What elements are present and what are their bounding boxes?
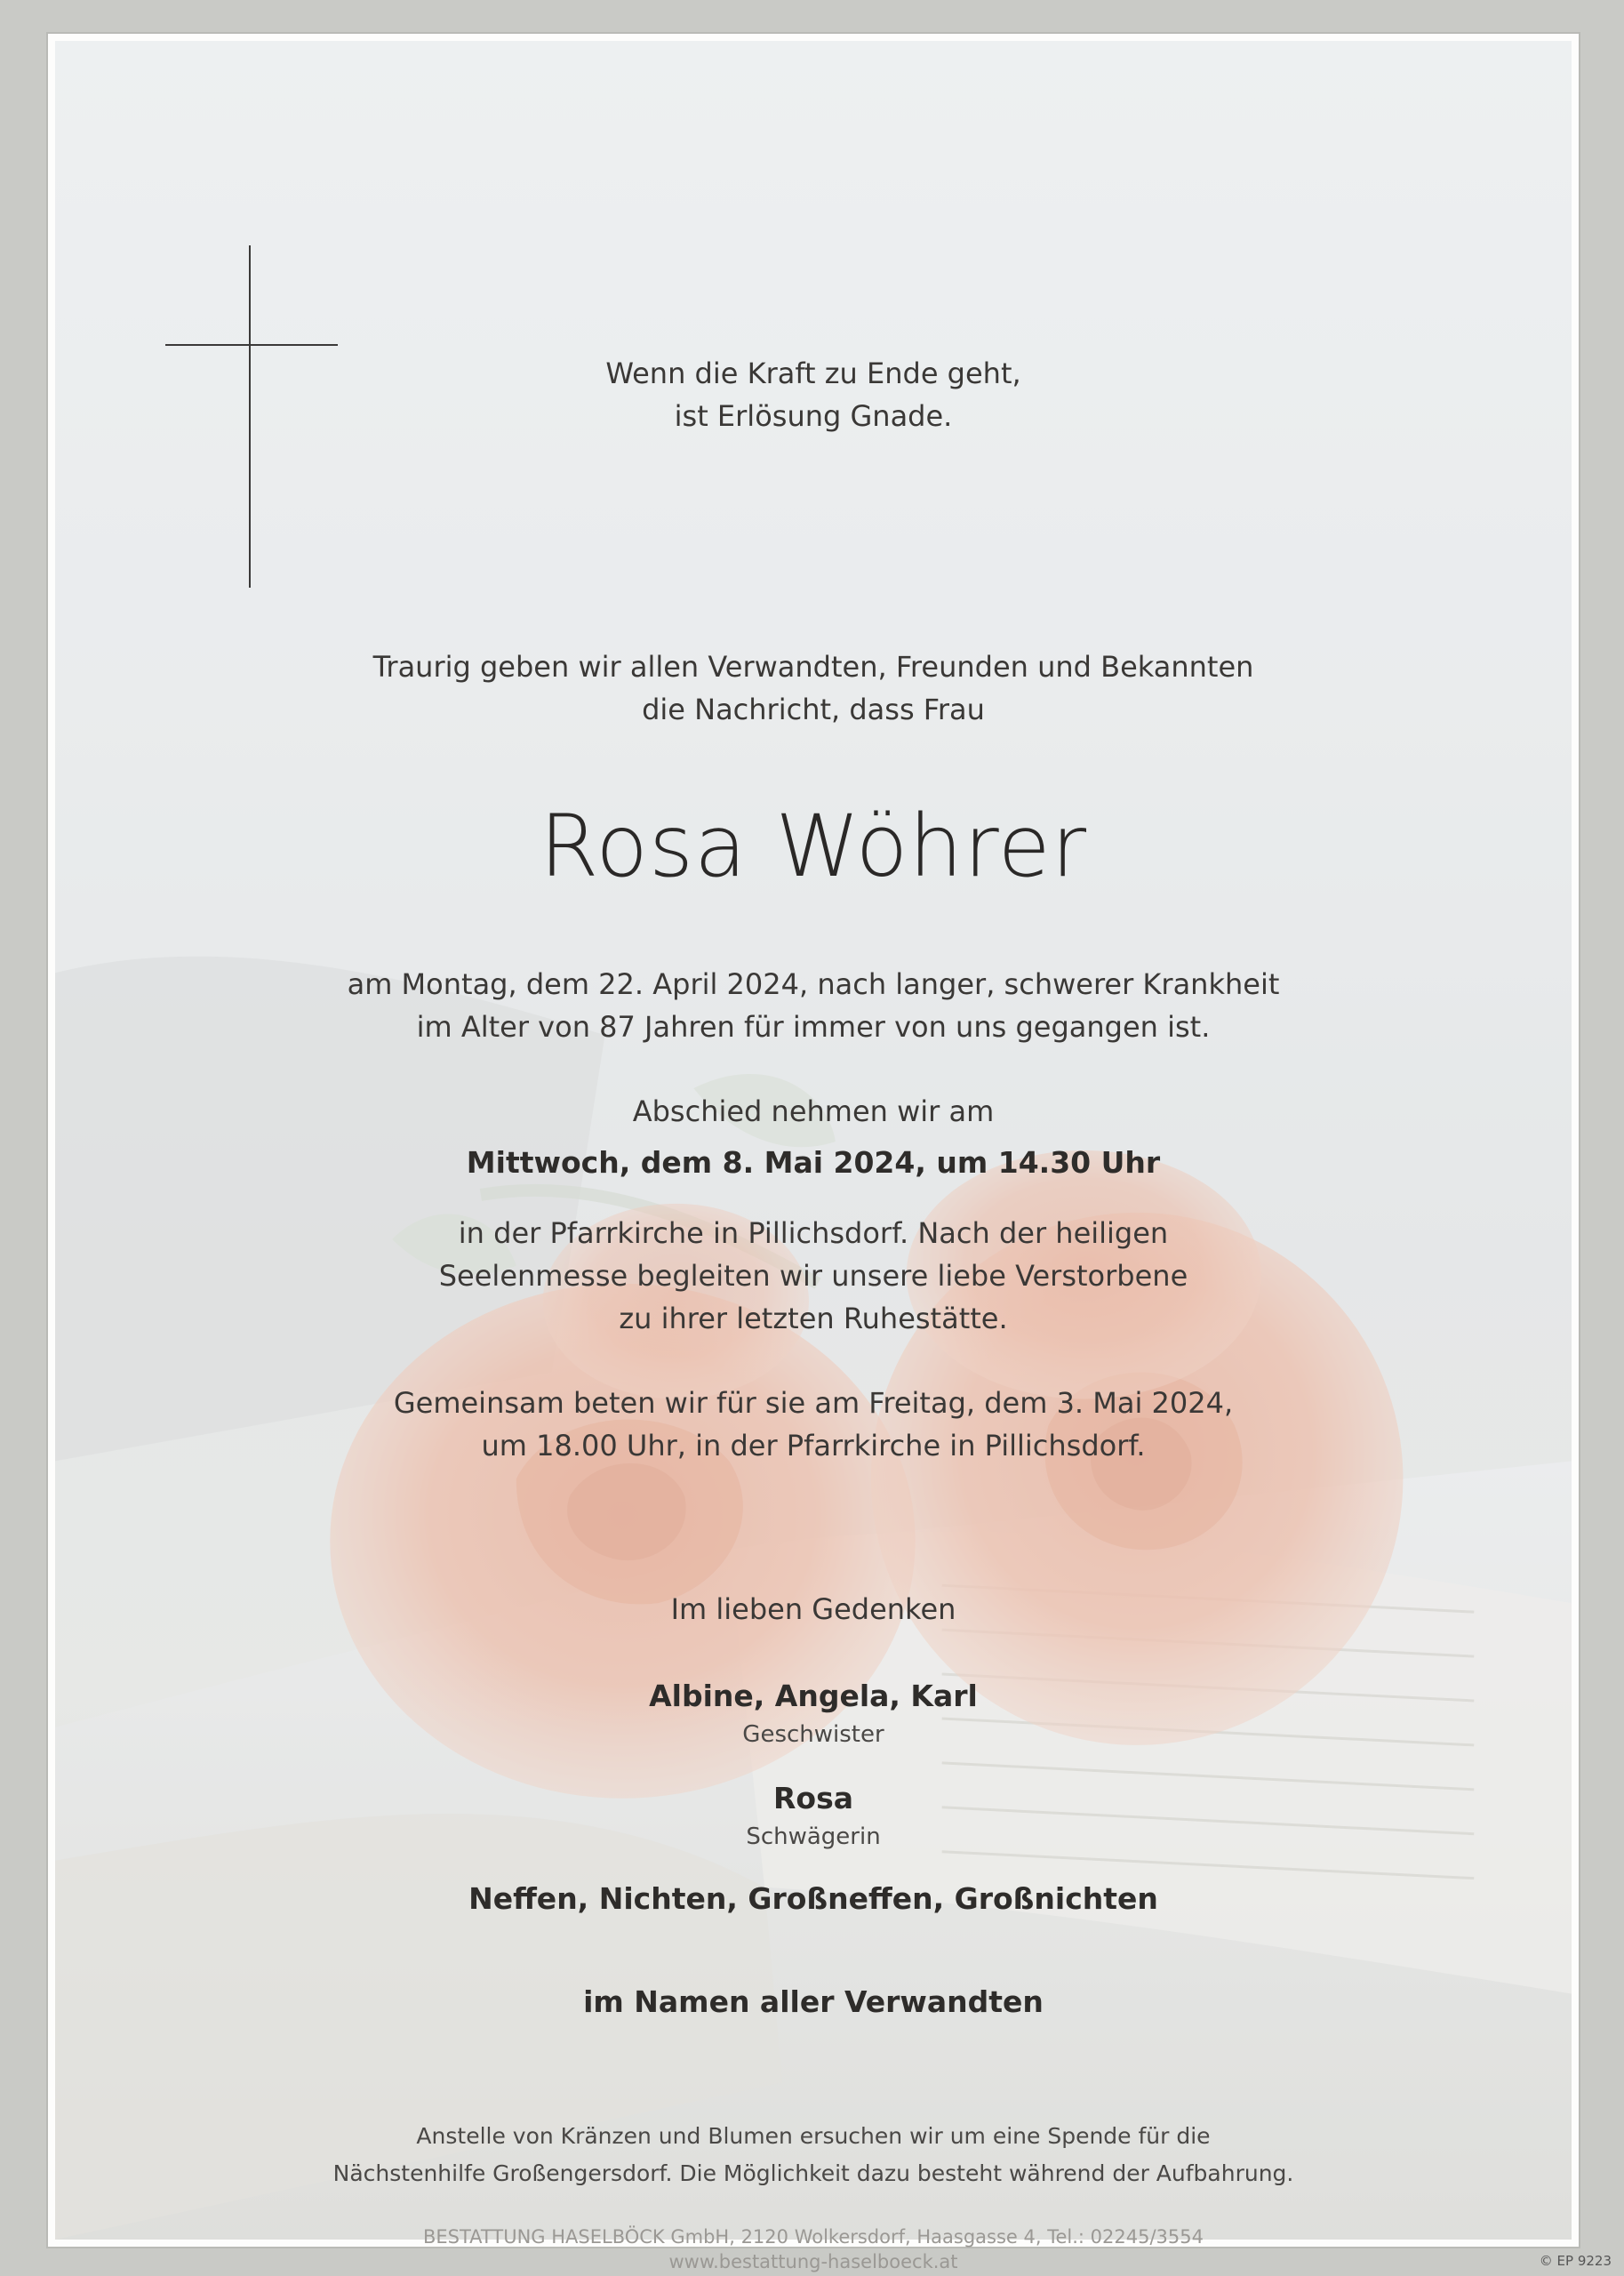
- farewell-intro: Abschied nehmen wir am: [632, 1094, 995, 1128]
- motto-line-2: ist Erlösung Gnade.: [674, 399, 953, 433]
- deceased-name: Rosa Wöhrer: [539, 797, 1088, 896]
- donation-line-2: Nächstenhilfe Großengersdorf. Die Möglichkeit dazu besteht während der Aufbahrung.: [332, 2160, 1294, 2186]
- mourners-group-1-names: Albine, Angela, Karl: [649, 1679, 978, 1713]
- mourners-closing: im Namen aller Verwandten: [583, 1984, 1044, 2019]
- mourners-group-3-names: Neffen, Nichten, Großneffen, Großnichten: [468, 1881, 1158, 1916]
- intro-line-1: Traurig geben wir allen Verwandten, Freunden und Bekannten: [372, 650, 1254, 684]
- farewell-date: Mittwoch, dem 8. Mai 2024, um 14.30 Uhr: [466, 1145, 1161, 1180]
- mourners-group-1-relation: Geschwister: [742, 1721, 884, 1748]
- mourners-group-2-relation: Schwägerin: [746, 1823, 881, 1850]
- obituary-page: [55, 41, 1572, 2272]
- farewell-line-1: in der Pfarrkirche in Pillichsdorf. Nach der heiligen: [458, 1216, 1169, 1250]
- prayer-line-2: um 18.00 Uhr, in der Pfarrkirche in Pillichsdorf.: [481, 1429, 1146, 1463]
- footer-company: BESTATTUNG HASELBÖCK GmbH, 2120 Wolkersdorf, Haasgasse 4, Tel.: 02245/3554: [422, 2226, 1204, 2248]
- mourners-intro: Im lieben Gedenken: [670, 1592, 956, 1626]
- mourners-group-2-names: Rosa: [773, 1781, 853, 1815]
- print-code: © EP 9223: [1539, 2253, 1612, 2269]
- death-info-line-2: im Alter von 87 Jahren für immer von uns gegangen ist.: [416, 1010, 1211, 1044]
- motto-line-1: Wenn die Kraft zu Ende geht,: [605, 357, 1021, 390]
- farewell-line-2: Seelenmesse begleiten wir unsere liebe Verstorbene: [438, 1259, 1188, 1293]
- intro-line-2: die Nachricht, dass Frau: [642, 693, 985, 726]
- donation-line-1: Anstelle von Kränzen und Blumen ersuchen wir um eine Spende für die: [416, 2123, 1211, 2149]
- footer-website[interactable]: www.bestattung-haselboeck.at: [668, 2251, 958, 2272]
- prayer-line-1: Gemeinsam beten wir für sie am Freitag, dem 3. Mai 2024,: [393, 1386, 1234, 1420]
- farewell-line-3: zu ihrer letzten Ruhestätte.: [619, 1302, 1008, 1335]
- death-info-line-1: am Montag, dem 22. April 2024, nach langer, schwerer Krankheit: [347, 967, 1280, 1001]
